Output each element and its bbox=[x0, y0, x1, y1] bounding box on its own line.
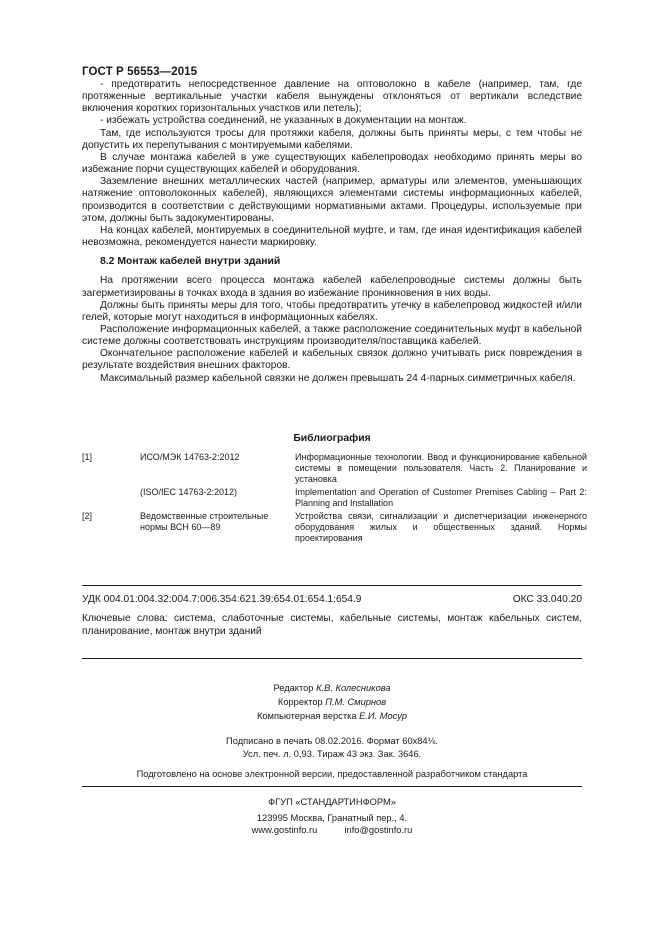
entry-source: Ведомственные строительные нормы ВСН 60—89 bbox=[140, 511, 269, 532]
imprint-signed: Подписано в печать 08.02.2016. Формат 60х84⅛. bbox=[226, 736, 438, 746]
imprint-layout bbox=[82, 711, 582, 723]
imprint-corrector bbox=[82, 697, 582, 709]
paragraph: - избежать устройства соединений, не указанных в документации на монтаж. bbox=[100, 115, 467, 127]
publisher-address: 123995 Москва, Гранатный пер., 4. bbox=[256, 813, 408, 823]
paragraph: На концах кабелей, монтируемых в соединительной муфте, и там, где иная идентификация кабелей невозможна, рекомендуется нанести маркировку. bbox=[82, 224, 582, 249]
entry-text: Устройства связи, сигнализации и диспетчеризации инженерного оборудования жилых и общественных зданий. Нормы проектирования bbox=[295, 511, 587, 543]
oks-code: ОКС 33.040.20 bbox=[512, 594, 582, 605]
publisher-contacts bbox=[82, 825, 582, 837]
divider bbox=[82, 658, 582, 659]
imprint-editor bbox=[82, 683, 582, 695]
udk-code: УДК 004.01:004.32:004.7:006.354:621.39:654.01:654.1:654.9 bbox=[82, 594, 362, 605]
paragraph: Окончательное расположение кабелей и кабельных связок должно учитывать риск повреждения в результате воздействия внешних факторов. bbox=[82, 348, 582, 372]
paragraph: Должны быть приняты меры для того, чтобы предотвратить утечку в кабелепровод жидкостей и/или гелей, которые могут находиться в информационных кабелях. bbox=[82, 299, 582, 323]
paragraph: В случае монтажа кабелей в уже существующих кабелепроводах необходимо принять меры во избежание порчи существующих кабелей и оборудования. bbox=[82, 151, 582, 176]
publisher-name: ФГУП «СТАНДАРТИНФОРМ» bbox=[268, 797, 396, 807]
website-link[interactable]: www.gostinfo.ru bbox=[251, 825, 318, 835]
bibliography-list bbox=[82, 452, 587, 546]
layout-name: Е.И. Мосур bbox=[359, 711, 408, 721]
bibliography-entry bbox=[82, 452, 587, 485]
bibliography-entry bbox=[82, 511, 587, 544]
layout-label: Компьютерная верстка bbox=[256, 711, 357, 721]
page-header: ГОСТ Р 56553—2015 bbox=[82, 66, 198, 78]
entry-number: [2] bbox=[82, 511, 93, 521]
entry-source: (ISO/IEC 14763-2:2012) bbox=[140, 487, 238, 497]
paragraph: Заземление внешних металлических частей (например, арматуры или элементов, уменьшающих натяжение оптоволоконных кабелей), являющихся элементами системы информационных кабелей, производится в соответствии с действующими нормативными актами. Процедуры, используемые при этом, должны быть задокументированы. bbox=[82, 176, 582, 224]
classification-line bbox=[82, 594, 582, 605]
corrector-name: П.М. Смирнов bbox=[325, 697, 387, 707]
main-text bbox=[82, 79, 582, 385]
bibliography-entry bbox=[82, 487, 587, 509]
paragraph: Максимальный размер кабельной связки не должен превышать 24 4-парных симметричных кабеля. bbox=[100, 372, 576, 384]
entry-number: [1] bbox=[82, 452, 93, 462]
paragraph: Расположение информационных кабелей, а также расположение соединительных муфт в кабельной системе должны соответствовать инструкциям производителя/поставщика кабелей. bbox=[82, 323, 582, 348]
entry-number bbox=[82, 487, 140, 509]
imprint-print: Усл. печ. л. 0,93. Тираж 43 экз. Зак. 3646. bbox=[242, 749, 422, 759]
editor-label: Редактор bbox=[273, 683, 314, 693]
bibliography-title: Библиография bbox=[293, 433, 371, 444]
divider bbox=[82, 786, 582, 787]
imprint-prepared: Подготовлено на основе электронной версии, предоставленной разработчиком стандарта bbox=[136, 769, 528, 779]
paragraph: На протяжении всего процесса монтажа кабелей кабелепроводные системы должны быть загерметизированы в точках входа в здания во избежание проникновения в них воды. bbox=[82, 275, 582, 299]
section-heading: 8.2 Монтаж кабелей внутри зданий bbox=[100, 256, 281, 268]
keywords: Ключевые слова: система, слаботочные системы, кабельные системы, монтаж кабельных систем, планирование, монтаж внутри зданий bbox=[82, 613, 582, 637]
paragraph: Там, где используются тросы для протяжки кабеля, должны быть приняты меры, с тем чтобы не допустить их перепутывания с монтируемыми кабелями. bbox=[82, 127, 582, 151]
paragraph: - предотвратить непосредственное давление на оптоволокно в кабеле (например, там, где протяженные вертикальные участки кабеля вынуждены отклоняться от вертикали вследствие включения коротких горизонтальных участков или петель); bbox=[82, 79, 582, 115]
entry-text: Implementation and Operation of Customer Premises Cabling – Part 2: Planning and Installation bbox=[295, 487, 587, 508]
entry-text: Информационные технологии. Ввод и функционирование кабельной системы в помещении пользователя. Часть 2. Планирование и установка bbox=[295, 452, 587, 484]
entry-source: ИСО/МЭК 14763-2:2012 bbox=[140, 452, 240, 462]
divider bbox=[82, 585, 582, 586]
corrector-label: Корректор bbox=[277, 697, 323, 707]
email-link[interactable]: info@gostinfo.ru bbox=[344, 825, 413, 835]
editor-name: К.В. Колесникова bbox=[316, 683, 391, 693]
